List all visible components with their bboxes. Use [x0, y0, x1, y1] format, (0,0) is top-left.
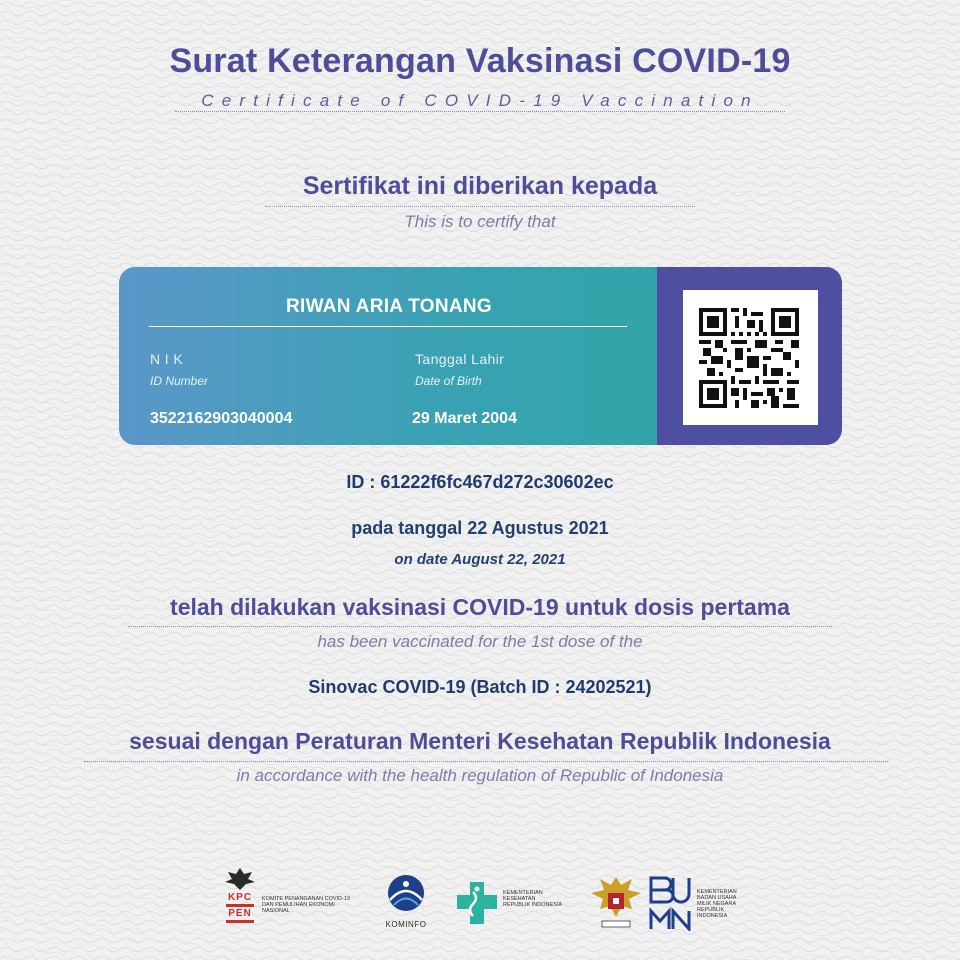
kominfo-logo: [378, 870, 434, 932]
regulation-statement: sesuai dengan Peraturan Menteri Kesehatan Republik Indonesia: [129, 728, 831, 754]
regulation-divider: [84, 761, 888, 762]
name-underline: [149, 326, 627, 327]
vaccination-date: pada tanggal 22 Agustus 2021: [351, 518, 609, 538]
vaccination-statement-divider: [128, 626, 832, 627]
nik-label: N I K: [150, 351, 184, 367]
garuda-emblem: [588, 873, 644, 933]
kominfo-emblem-icon: [378, 870, 434, 916]
holder-name: RIWAN ARIA TONANG: [285, 296, 492, 317]
dob-value: 29 Maret 2004: [412, 410, 517, 427]
certificate-id: ID : 61222f6fc467d272c30602ec: [346, 472, 614, 492]
document-subtitle: Certificate of COVID-19 Vaccination: [201, 91, 759, 110]
kpcpen-mark-top: KPC: [227, 892, 253, 903]
kemenkes-logo: [455, 880, 565, 930]
vaccine-batch: Sinovac COVID-19 (Batch ID : 24202521): [308, 677, 652, 697]
bumn-monogram-icon: [649, 875, 693, 931]
recipient-heading: Sertifikat ini diberikan kepada: [302, 172, 658, 200]
kominfo-logo-text: KOMINFO: [385, 920, 427, 929]
qr-code-graphic: [699, 308, 799, 408]
kpcpen-mark-bottom: PEN: [228, 908, 252, 919]
vaccination-statement: telah dilakukan vaksinasi COVID-19 untuk dosis pertama: [170, 594, 790, 620]
recipient-heading-en: This is to certify that: [404, 212, 556, 231]
dob-label: Tanggal Lahir: [415, 351, 505, 367]
vaccination-statement-en: has been vaccinated for the 1st dose of the: [317, 632, 643, 651]
qr-code: [683, 290, 818, 425]
qr-panel: [657, 267, 842, 445]
nik-value: 3522162903040004: [150, 410, 293, 427]
dob-label-en: Date of Birth: [415, 374, 482, 388]
document-title: Surat Keterangan Vaksinasi COVID-19: [169, 42, 791, 80]
vaccination-date-en: on date August 22, 2021: [394, 551, 566, 568]
kpcpen-logo-text: KOMITE PENANGANAN COVID-19 DAN PEMULIHAN EKONOMI NASIONAL: [262, 896, 351, 914]
title-divider: [175, 111, 785, 112]
bumn-logo-text: KEMENTERIAN BADAN USAHA MILIK NEGARA REPUBLIK INDONESIA: [697, 889, 737, 919]
kemenkes-logo-text: KEMENTERIAN KESEHATAN REPUBLIK INDONESIA: [503, 890, 562, 908]
garuda-pancasila-icon: [588, 873, 644, 933]
kemenkes-cross-icon: [455, 880, 499, 926]
kpcpen-logo: [222, 866, 362, 926]
identity-card: [119, 267, 842, 445]
bumn-logo: [649, 875, 739, 931]
nik-label-en: ID Number: [150, 374, 209, 388]
recipient-heading-divider: [265, 206, 695, 207]
regulation-statement-en: in accordance with the health regulation of Republic of Indonesia: [236, 766, 724, 785]
